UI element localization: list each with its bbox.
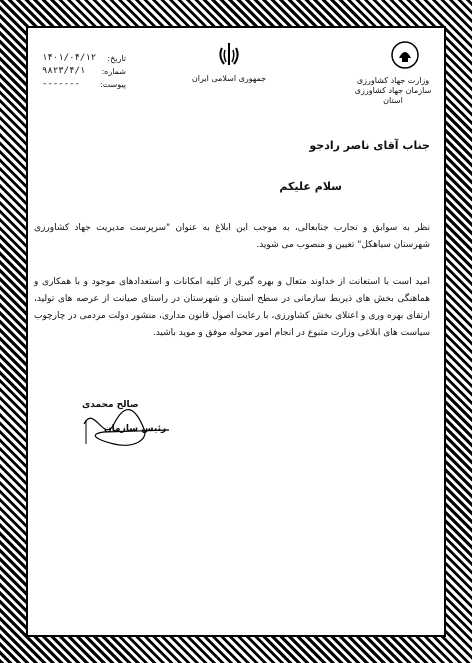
paragraph-wishes: امید است با استعانت از خداوند متعال و بهره گیری از کلیه امکانات و استعدادهای موجود و با همکاری و هماهنگی بخش های ذیربط سازمانی در سطح استان و شهرستان در راستای صیانت از عرصه های تولید، ارتقای بهره وری و اعتلای بخش کشاورزی، با رعایت اصول قانون مداری، منشور دولت مردمی در چارچوب سیاست های ابلاغی وزارت متبوع در انجام امور محوله موفق و موید باشید.	[34, 277, 430, 338]
number-row	[42, 65, 126, 78]
number-value: ۹۸۲۳/۴/۱	[42, 66, 86, 76]
date-label: تاریخ:	[107, 54, 126, 63]
ministry-name	[348, 76, 438, 106]
letterhead	[34, 34, 438, 104]
signatory-title: رئیس سازمان	[104, 424, 167, 434]
republic-title: جمهوری اسلامی ایران	[191, 74, 267, 83]
iran-emblem-icon	[214, 40, 244, 70]
ministry-logo-icon	[390, 40, 420, 70]
signature-scribble	[74, 394, 184, 454]
date-value: ۱۴۰۱/۰۴/۱۲	[42, 53, 97, 63]
number-label: شماره:	[101, 67, 126, 76]
attachment-value: -------	[42, 79, 80, 89]
paragraph-appointment: نظر به سوابق و تجارب جنابعالی، به موجب این ابلاغ به عنوان "سرپرست مدیریت جهاد کشاورزی شهرستان سیاهکل" تعیین و منصوب می شوید.	[34, 223, 430, 250]
signatory-name: صالح محمدی	[82, 400, 139, 410]
attachment-label: پیوست:	[99, 80, 126, 89]
attachment-row	[42, 78, 126, 91]
ministry-line-2: سازمان جهاد کشاورزی استان	[354, 86, 432, 105]
greeting: سلام علیکم	[279, 180, 342, 193]
addressee: جناب آقای ناصر رادجو	[309, 139, 430, 152]
date-row	[42, 52, 126, 65]
letter-meta	[42, 52, 126, 91]
letter-page	[34, 34, 438, 630]
ministry-line-1: وزارت جهاد کشاورزی	[356, 76, 430, 85]
